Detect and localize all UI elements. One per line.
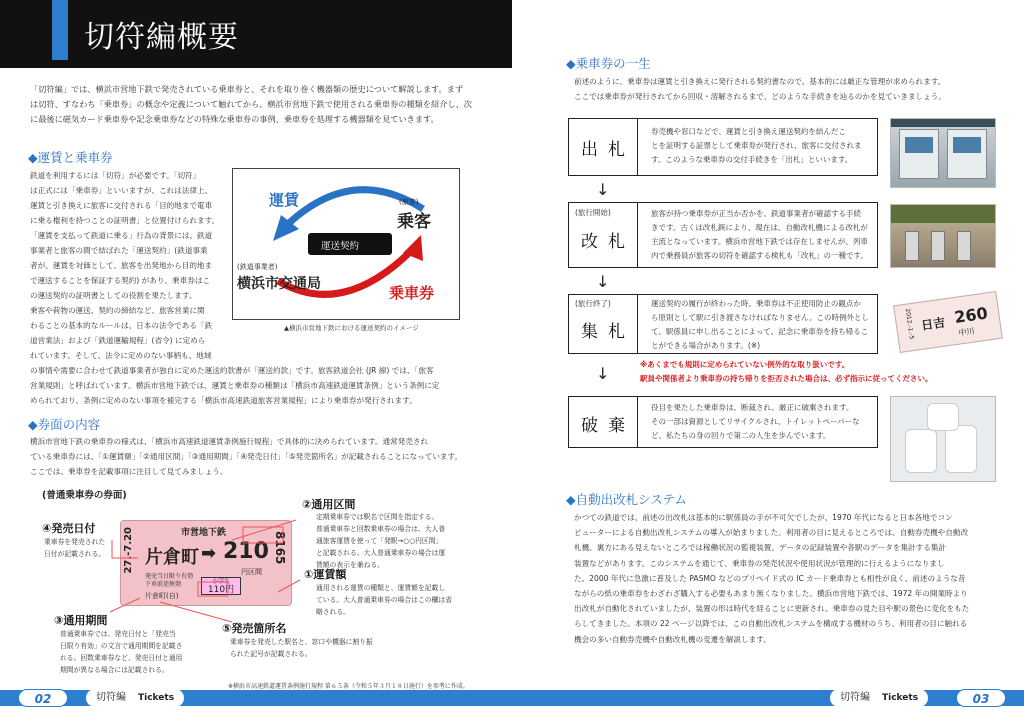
- callout-title-fare: ①運賃額: [304, 568, 347, 581]
- child-fare-price: 110円: [207, 585, 235, 595]
- callout-text-period: [60, 628, 182, 676]
- callout-line: 乗車券を発売された: [44, 538, 106, 546]
- callout-line: 日付が記載される。: [44, 550, 106, 558]
- machine-screen: [953, 137, 981, 153]
- gate-shape: [905, 231, 919, 261]
- warning-line: ※あくまでも規則に定められていない例外的な取り扱いです。: [640, 360, 850, 369]
- warning-line: 駅員や関係者より乗車券の持ち帰りを拒否された場合は、必ず指示に従ってください。: [640, 374, 933, 383]
- lifecycle-line: 前述のように、乗車券は運賃と引き換えに発行される契約書なので、基本的には厳正な管理が求められます。: [574, 77, 946, 86]
- collected-ticket-sub: 中川: [958, 326, 976, 338]
- paper-roll-shape: [905, 429, 937, 473]
- step-text-line: とを証明する証票として乗車券が発行され、旅客に交付されま: [651, 141, 862, 150]
- callout-line: 普通乗車券では、発売日付と「発売当: [60, 630, 176, 638]
- callout-line: 通旅客運賃を使って「発駅→○○円区間」: [316, 537, 443, 545]
- step-divider: [637, 119, 638, 175]
- step-name: 破棄: [581, 416, 635, 436]
- callout-line-section: [232, 520, 296, 540]
- step-sub: (旅行開始): [575, 208, 611, 217]
- child-fare-label: 小学生: [211, 578, 230, 585]
- passenger-label: 乗客: [397, 212, 431, 232]
- fare-line: の運送契約の証明書としての役割を果たします。: [30, 291, 197, 300]
- callout-title-section: ②通用区間: [302, 498, 356, 511]
- footer-label-right: [830, 689, 928, 707]
- step-text-line: 券売機や窓口などで、運賃と引き換え運送契約を結んだこ: [651, 127, 846, 136]
- step-text-line: 役目を果たした乗車券は、断裁され、厳正に破棄されます。: [651, 403, 854, 412]
- ticket-validity-2: 下車前途無効: [145, 581, 182, 588]
- ticket-arrow: ➡: [201, 543, 217, 564]
- footer-section-label: 切符編: [96, 692, 126, 703]
- ticket-machine-photo: [890, 118, 996, 188]
- step-text: [651, 401, 860, 443]
- fare-line: 鉄道を利用するには「切符」が必要です。「切符」: [30, 171, 201, 180]
- callout-line: ている。大人普通乗車券の場合はこの欄は省: [316, 596, 452, 604]
- gate-paragraph: [574, 510, 1002, 647]
- step-box-collection: [568, 294, 878, 354]
- step-text-line: 運送契約の履行が終わった時、乗車券は不正使用防止の観点か: [651, 299, 861, 308]
- machine-top-band: [891, 119, 996, 127]
- collected-ticket-photo: [893, 291, 1003, 353]
- gate-shape: [931, 231, 945, 261]
- face-section-heading: ◆券面の内容: [28, 417, 101, 432]
- step-text: [651, 207, 868, 263]
- callout-line-station: [160, 602, 232, 622]
- fare-line: 乗客や荷物の運送、契約の締結など、旅客営業に関: [30, 306, 205, 315]
- page-number-left: 02: [18, 689, 68, 707]
- gate-line: らしてきました。本項の 22 ページ以降では、この自動出改札システムを構成する機材のうち、利用者の目に触れる: [574, 619, 968, 629]
- warning-text: [640, 358, 933, 386]
- fare-diagram-caption: ▲横浜市営地下鉄における運送契約のイメージ: [284, 324, 419, 332]
- fare-section-heading: ◆運賃と乗車券: [28, 150, 113, 165]
- collected-ticket-date: 2012.-1.-5: [903, 308, 916, 340]
- callout-text-date: [44, 536, 105, 560]
- callout-title-period: ③通用期間: [54, 614, 108, 627]
- fare-line: 営業規則」と呼ばれています。横浜市営地下鉄では、運賃と乗車券の種類は「横浜市高速鉄道運賃条例」という条例に定: [30, 381, 440, 390]
- fare-line: 者が、運賃を対価として、旅客を出発地から目的地ま: [30, 261, 213, 270]
- ticket-station-code: 片倉町(自): [145, 592, 179, 600]
- contract-label: 運送契約: [321, 241, 360, 252]
- gate-line: 機会の多い自動券売機や自動改札機の変遷を解説します。: [574, 634, 771, 644]
- toilet-paper-photo: [890, 396, 996, 482]
- callout-line: と記載される。大人普通乗車券の場合は運: [316, 549, 446, 557]
- ticket-zone: 円区間: [241, 568, 262, 576]
- step-name: 集札: [581, 322, 635, 342]
- passenger-small-label: (旅客): [399, 198, 419, 206]
- step-divider: [637, 397, 638, 447]
- callout-title-station: ⑤発売箇所名: [222, 622, 287, 635]
- step-box-gate: [568, 202, 878, 268]
- footer-section-label: 切符編: [840, 692, 870, 703]
- lifecycle-paragraph: [574, 74, 1004, 104]
- ticket-price: 210: [223, 539, 269, 564]
- lifecycle-heading: ◆乗車券の一生: [566, 56, 651, 71]
- intro-line: に最後に磁気カード乗車券や記念乗車券などの特殊な乗車券の事例、乗車券を処理する機器類を見ていきます。: [30, 114, 439, 124]
- callout-text-section: [316, 511, 445, 571]
- callout-line-date: [112, 540, 138, 558]
- fare-line: で運送することを保証する契約) があり、乗車券はこ: [30, 276, 211, 285]
- step-box-ticketing: [568, 118, 878, 176]
- fare-line: 運賃と引き換えに旅客に交付される「目的地まで電車: [30, 201, 213, 210]
- gate-back-wall: [891, 205, 996, 223]
- step-text-line: て、駅係員に申し出ることによって、記念に乗車券を持ち帰るこ: [651, 327, 869, 336]
- callout-box-fare: [198, 582, 228, 596]
- gate-line: ピューターによる自動出改札システムの導入が始まりました。利用者の目に見えるところでは、自動券売機や自動改: [574, 528, 969, 538]
- step-text-line: 内で乗務員が旅客の切符を確認する検札も「改札」の一種です。: [651, 251, 868, 260]
- ticket-date: 27.-7.20: [123, 527, 134, 574]
- step-text: [651, 297, 869, 353]
- callout-line: られた記号が記載される。: [230, 650, 312, 658]
- callout-line-period: [110, 598, 140, 612]
- callout-line: 賃額の表示を兼ねる。: [316, 561, 384, 569]
- fare-line: められており、条例に定めのない事項を補完する「横浜市高速鉄道旅客営業規程」により乗車券が発行されます。: [30, 396, 417, 405]
- gate-line: かつての鉄道では、前述の出改札は基本的に駅係員の手が不可欠でしたが、1970 年代になると日本各地でコン: [574, 513, 953, 522]
- operator-label: 横浜市交通局: [237, 276, 321, 292]
- gate-line: た。2000 年代に急激に普及した PASMO などのプリペイド式の IC カード乗車券とも相性が良く、前述のような昔: [574, 573, 966, 583]
- collected-ticket-price: 260: [953, 303, 989, 327]
- step-text-line: 主流となっています。横浜市営地下鉄では存在しませんが、列車: [651, 237, 868, 246]
- callout-line: 略される。: [316, 608, 350, 616]
- down-arrow-icon: ↓: [596, 180, 610, 199]
- step-text-line: 旅客が持つ乗車券が正当か否かを、鉄道事業者が確認する手続: [651, 209, 861, 218]
- callout-title-date: ④発売日付: [42, 522, 96, 535]
- step-text-line: きです。古くは改札鋏により、現在は、自動改札機による改札が: [651, 223, 868, 232]
- lifecycle-line: ここでは乗車券が発行されてから回収・溶解されるまで、どのような手続きを辿るのかを見ていきましょう。: [574, 92, 946, 101]
- callout-line: 定期乗車券では駅名で区間を指定する。: [316, 513, 439, 521]
- face-line: ている乗車券には、「①運賃額」「②通用区間」「③通用期間」「④発売日付」「⑤発売箇所名」が記載されることになっています。: [30, 452, 463, 461]
- callout-line: 普通乗車券と回数乗車券の場合は、大人普: [316, 525, 446, 533]
- gate-line: 装置などがあります。このシステムを通じて、乗車券の発売状況や使用状況が管理的に行えるようになりまし: [574, 558, 945, 568]
- ticket-label: 乗車券: [389, 284, 435, 302]
- footnote: ※横浜市高速鉄道運賃条例施行規程 第６５条（令和５年３月１８日施行）を参考に作成。: [228, 683, 469, 690]
- step-text-line: ら原則として駅に引き渡さなければなりません。この時例外とし: [651, 313, 869, 322]
- intro-line: は切符、すなわち「乗車券」の概念や定義について触れてから、横浜市営地下鉄で使用される乗車券の種類を紹介し、次: [30, 99, 472, 109]
- step-sub: (旅行終了): [575, 299, 611, 308]
- fare-line: は正式には「乗車券」といいますが、これは法律上、: [30, 186, 213, 195]
- ticket-validity: 発売当日限り有効: [145, 573, 194, 580]
- gate-line: 札機、裏方にある見えないところでは稼働状況の監視装置、データの記録装置や各駅のデータを集計する集計: [574, 543, 947, 553]
- footer-bar-right: [512, 690, 1024, 706]
- step-divider: [637, 295, 638, 353]
- step-box-disposal: [568, 396, 878, 448]
- step-text: [651, 125, 861, 167]
- callout-line: 日限り有効」の文言で通用期間を記載さ: [60, 642, 183, 650]
- collected-ticket-station: 日吉: [920, 315, 947, 333]
- fare-label: 運賃: [269, 191, 300, 209]
- step-text-line: とができる場合があります。(※): [651, 341, 761, 350]
- ticket-side-code: 8165: [273, 531, 287, 565]
- fare-line: れています。そして、法令に定めのない事柄も、地域: [30, 351, 212, 360]
- callout-line-fare: [278, 580, 300, 592]
- step-text-line: ど、私たちの身の回りで第二の人生を歩んでいます。: [651, 431, 831, 440]
- down-arrow-icon: ↓: [596, 272, 610, 291]
- fare-line: の事情や需要に合わせて鉄道事業者が独自に定めた運送約款書が「運送約款」です。旅客鉄道会社 (JR 線) では、「旅客: [30, 366, 434, 375]
- fare-line: 「運賃を支払って鉄道に乗る」行為の背景には、鉄道: [30, 231, 213, 240]
- intro-line: 「切符編」では、横浜市営地下鉄で発売されている乗車券と、それを取り巻く機器類の歴史について解説します。まず: [30, 84, 464, 94]
- ticket-station: 片倉町: [145, 547, 199, 568]
- operator-small-label: (鉄道事業者): [237, 263, 278, 271]
- machine-screen: [905, 137, 933, 153]
- fare-line: わることの基本的なルールは、日本の法令である「鉄: [30, 321, 213, 330]
- callout-text-station: [230, 636, 373, 660]
- callout-text-fare: [316, 582, 452, 618]
- step-text-line: その一部は資源としてリサイクルされ、トイレットペーパーな: [651, 417, 860, 426]
- ticket-company: 市営地下鉄: [181, 528, 227, 538]
- callout-line: 通用される運賃の種類と、運賃額を記載し: [316, 584, 446, 592]
- footer-section-en: Tickets: [138, 693, 175, 703]
- ticket-face-heading: (普通乗車券の券面): [42, 490, 127, 501]
- callout-line: 乗車券を発売した駅名と、窓口や機器に割り振: [230, 638, 373, 646]
- page-title: 切符編概要: [84, 20, 239, 55]
- paper-roll-shape: [945, 425, 977, 473]
- gate-line: 出改札が自動化されていましたが、装置の形は時代を経ることに更新され、乗車券の見た目や駅の景色に変化をもた: [574, 604, 970, 614]
- face-line: 横浜市営地下鉄の乗車券の様式は、「横浜市高速鉄道運賃条例施行規程」で具体的に決められています。通常発売され: [30, 437, 429, 446]
- down-arrow-icon: ↓: [596, 364, 610, 383]
- callout-line: 期間が異なる場合には記載される。: [60, 666, 169, 674]
- footer-bar-left: [0, 690, 512, 706]
- ticket-gate-photo: [890, 204, 996, 268]
- gate-line: ながらの紙の乗車券をわざわざ購入する必要もあまり無くなりました。横浜市営地下鉄では、1972 年の開業時より: [574, 589, 968, 599]
- step-divider: [637, 203, 638, 267]
- gate-shape: [957, 231, 971, 261]
- fare-line: 道営業法」および「鉄道運輸規程」(省令) に定めら: [30, 336, 206, 345]
- step-name: 改札: [581, 232, 635, 252]
- face-line: ここでは、乗車券を記載事項に注目して見てみましょう。: [30, 467, 228, 476]
- fare-line: 事業者と旅客の間で結ばれた「運送契約」(鉄道事業: [30, 246, 208, 255]
- gate-section-heading: ◆自動出改札システム: [566, 492, 687, 507]
- step-text-line: す。このような乗車券の交付手続きを「出札」といいます。: [651, 155, 853, 164]
- fare-line: に乗る権利を持つことの証明書」と位置付けられます。: [30, 216, 220, 225]
- step-name: 出札: [581, 140, 635, 160]
- callout-line: れる。回数乗車券など、発売日付と通用: [60, 654, 183, 662]
- paper-roll-shape: [927, 403, 959, 431]
- footer-section-en: Tickets: [882, 693, 919, 703]
- footer-label-left: [86, 689, 184, 707]
- page-number-right: 03: [956, 689, 1006, 707]
